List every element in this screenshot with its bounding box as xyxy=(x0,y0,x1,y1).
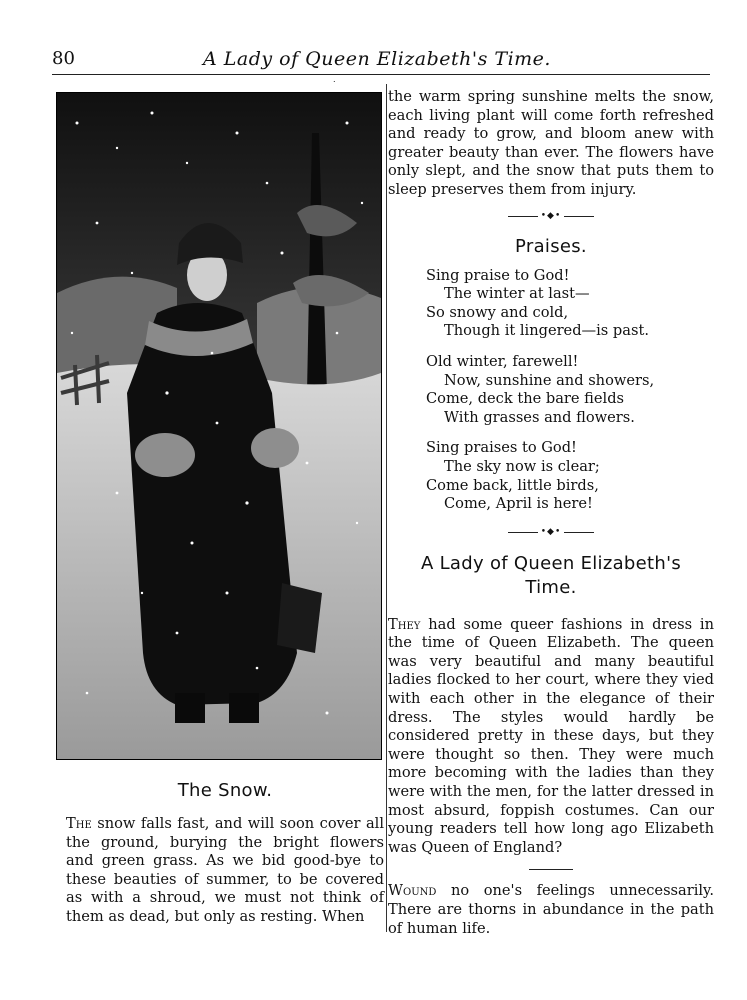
poem-line: Though it lingered—is past. xyxy=(444,322,649,340)
header-rule xyxy=(52,74,710,75)
poem xyxy=(426,267,714,514)
closing-lead-word: Wound xyxy=(388,882,437,900)
lady-article-text xyxy=(388,616,714,858)
column-divider xyxy=(386,84,387,932)
plain-rule xyxy=(529,869,573,870)
closing-body: no one's feelings unnecessarily. There are thorns in abundance in the path of human life. xyxy=(388,882,715,937)
snow-illustration xyxy=(56,92,382,760)
closing-note xyxy=(388,882,714,938)
snow-article-left xyxy=(66,780,384,927)
ornament-rule-1: •◆• xyxy=(388,210,714,224)
page-number: 80 xyxy=(52,48,75,69)
poem-line: Sing praise to God! xyxy=(426,266,570,284)
poem-line: Old winter, farewell! xyxy=(426,352,579,370)
poem-line: Now, sunshine and showers, xyxy=(444,371,655,389)
poem-line: So snowy and cold, xyxy=(426,303,569,321)
poem-line: The sky now is clear; xyxy=(444,457,600,475)
poem-stanza-2 xyxy=(426,353,714,427)
snow-body-left: snow falls fast, and will soon cover all the ground, burying the bright flowers and green grass. As we bid good-bye to these beauties of summer, to be covered as with a shroud, we must not think of them as dead, but only as resting. When xyxy=(66,815,384,925)
poem-stanza-3 xyxy=(426,439,714,513)
poem-line: With grasses and flowers. xyxy=(444,408,635,426)
poem-line: Come back, little birds, xyxy=(426,476,599,494)
snow-article-text-left xyxy=(66,815,384,927)
lady-lead-word: They xyxy=(388,615,421,633)
poem-title: Praises. xyxy=(515,235,587,257)
header-dot: . xyxy=(333,75,336,84)
snow-article-text-right: the warm spring sunshine melts the snow, each living plant will come forth refreshed and ready to grow, and bloom anew with greater beauty than ever. The flowers have only slept, and the snow that puts them to sleep preserves them from injury. xyxy=(388,88,714,198)
snow-lead-word: The xyxy=(66,815,92,832)
right-column xyxy=(388,88,714,938)
snow-article-title: The Snow. xyxy=(177,780,273,801)
page-header xyxy=(52,44,702,74)
poem-line: Come, deck the bare fields xyxy=(426,390,625,408)
lady-article-title: A Lady of Queen Elizabeth's Time. xyxy=(420,552,682,598)
poem-stanza-1 xyxy=(426,267,714,341)
ornament-rule-2: •◆• xyxy=(388,526,714,540)
poem-line: The winter at last— xyxy=(444,285,590,303)
poem-line: Come, April is here! xyxy=(444,495,593,513)
poem-line: Sing praises to God! xyxy=(426,439,577,457)
lady-body: had some queer fashions in dress in the time of Queen Elizabeth. The queen was very beautiful and many beautiful ladies flocked to her court, where they vied with each other in the elegance of their dress. The styles would hardly be considered pretty in these days, but they were thought so then. They were much more becoming with the ladies than they were with the men, for the latter dressed in most absurd, foppish costumes. Can our young readers tell how long ago Elizabeth was Queen of England? xyxy=(388,615,715,856)
running-title: A Lady of Queen Elizabeth's Time. xyxy=(203,48,551,70)
winter-figure-image xyxy=(57,93,381,759)
